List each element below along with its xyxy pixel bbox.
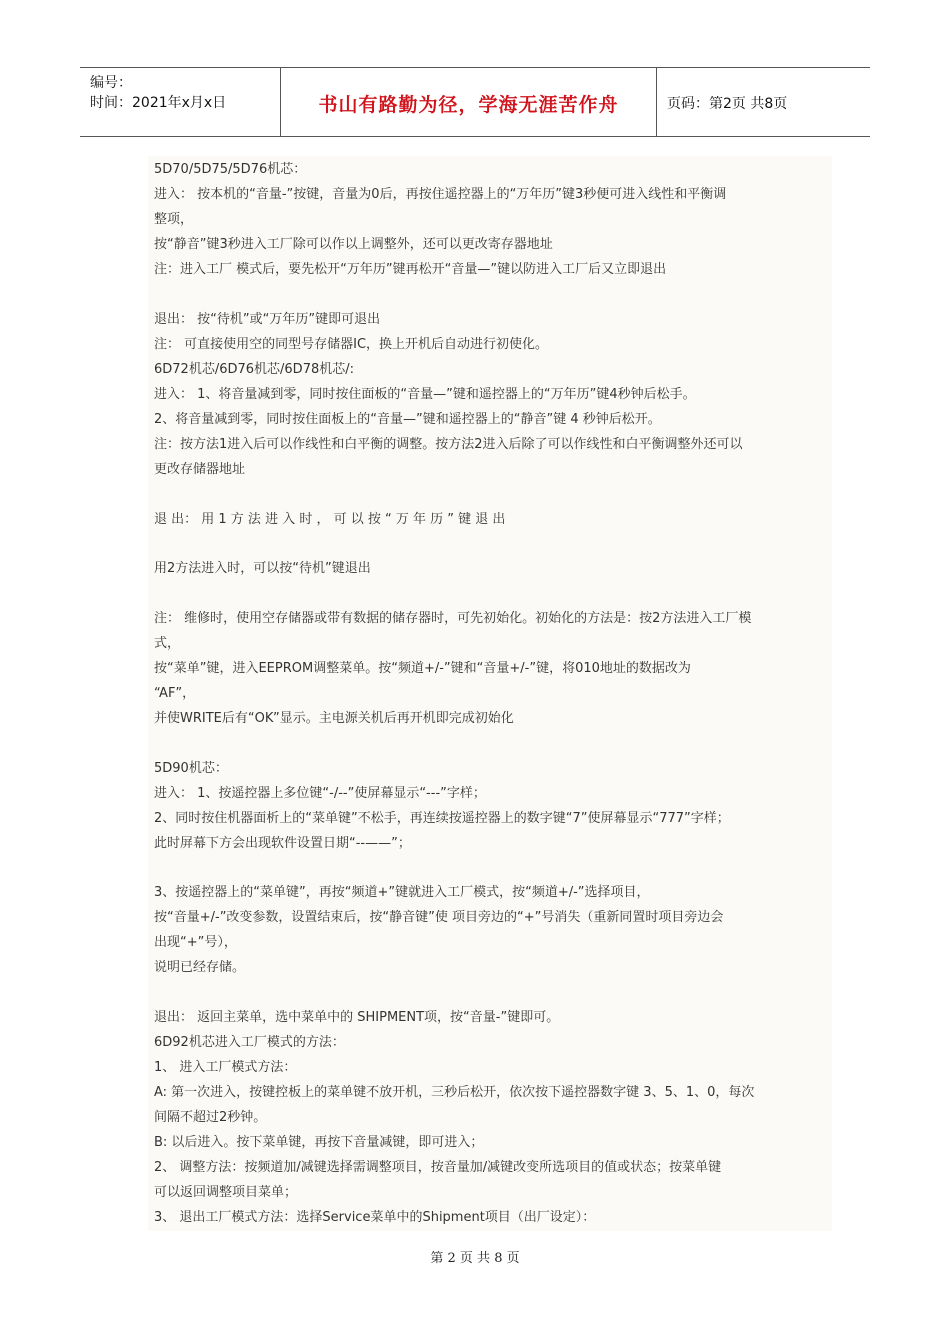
text-line: 整项， — [154, 212, 194, 227]
text-line: A: 第一次进入，按键控板上的菜单键不放开机，三秒后松开，依次按下遥控器数字键 3、5、1、0，每次 — [154, 1085, 755, 1100]
text-line: 式， — [154, 636, 181, 651]
header-motto-cell — [281, 68, 657, 136]
text-line: 按“音量+/-”改变参数，设置结束后，按“静音键”使 项目旁边的“+”号消失（重新同置时项目旁边会 — [154, 910, 724, 925]
text-line: 2、 调整方法：按频道加/减键选择需调整项目，按音量加/减键改变所选项目的值或状态；按菜单键 — [154, 1160, 722, 1175]
text-line: 3、 退出工厂模式方法：选择Service菜单中的Shipment项目（出厂设定）： — [154, 1210, 596, 1225]
text-line: 此时屏幕下方会出现软件设置日期“--——”； — [154, 836, 411, 851]
text-line: 出现“+”号）， — [154, 935, 237, 950]
document-date: 时间：2021年x月x日 — [90, 95, 227, 111]
text-line: 2、同时按住机器面析上的“菜单键”不松手，再连续按遥控器上的数字键“7”使屏幕显示“777”字样； — [154, 811, 730, 826]
text-line: 6D92机芯进入工厂模式的方法： — [154, 1035, 345, 1050]
text-line: 5D90机芯： — [154, 761, 228, 776]
text-line: 并使WRITE后有“OK”显示。主电源关机后再开机即完成初始化 — [154, 711, 514, 726]
page-header — [80, 67, 870, 137]
text-line: 3、按遥控器上的“菜单键”，再按“频道+”键就进入工厂模式，按“频道+/-”选择项目， — [154, 885, 650, 900]
text-line: 进入： 1、按遥控器上多位键“-/--”使屏幕显示“---”字样； — [154, 786, 486, 801]
text-line: 注：按方法1进入后可以作线性和白平衡的调整。按方法2进入后除了可以作线性和白平衡调整外还可以 — [154, 437, 743, 452]
text-line: “AF”， — [154, 686, 196, 701]
text-line: 注： 可直接使用空的同型号存储器IC，换上开机后自动进行初使化。 — [154, 337, 549, 352]
document-number-label: 编号： — [90, 75, 132, 91]
text-line: 按“菜单”键，进入EEPROM调整菜单。按“频道+/-”键和“音量+/-”键，将010地址的数据改为 — [154, 661, 691, 676]
text-line: 注：进入工厂 模式后，要先松开“万年历”键再松开“音量—”键以防进入工厂后又立即退出 — [154, 262, 667, 277]
text-line: 退出： 按“待机”或“万年历”键即可退出 — [154, 312, 381, 327]
text-line: 更改存储器地址 — [154, 462, 246, 477]
text-line: 6D72机芯/6D76机芯/6D78机芯/: — [154, 362, 354, 377]
text-line: 1、 进入工厂模式方法： — [154, 1060, 297, 1075]
text-line: 进入： 按本机的“音量-”按键，音量为0后，再按住遥控器上的“万年历”键3秒便可进入线性和平衡调 — [154, 187, 727, 202]
text-line: B: 以后进入。按下菜单键，再按下音量减键，即可进入； — [154, 1135, 484, 1150]
text-line: 进入： 1、将音量减到零，同时按住面板的“音量—”键和遥控器上的“万年历”键4秒钟后松手。 — [154, 387, 696, 402]
text-line: 用2方法进入时，可以按“待机”键退出 — [154, 561, 371, 576]
text-line: 按“静音”键3秒进入工厂除可以作以上调整外，还可以更改寄存器地址 — [154, 237, 553, 252]
document-body — [148, 156, 832, 1231]
text-line: 退出： 返回主菜单，选中菜单中的 SHIPMENT项，按“音量-”键即可。 — [154, 1010, 560, 1025]
text-line: 5D70/5D75/5D76机芯： — [154, 162, 307, 177]
text-line: 2、将音量减到零，同时按住面板上的“音量—”键和遥控器上的“静音”键 4 秒钟后松开。 — [154, 412, 661, 427]
text-line: 说明已经存储。 — [154, 960, 246, 975]
text-line: 注： 维修时，使用空存储器或带有数据的储存器时，可先初始化。初始化的方法是：按2方法进入工厂模 — [154, 611, 752, 626]
text-line: 可以返回调整项目菜单； — [154, 1185, 298, 1200]
motto-text: 书山有路勤为径，学海无涯苦作舟 — [318, 94, 619, 116]
header-info-cell — [80, 68, 281, 136]
text-line: 退 出： 用 1 方 法 进 入 时 ， 可 以 按 “ 万 年 历 ” 键 退 出 — [154, 512, 506, 527]
page-code: 页码：第2页 共8页 — [667, 96, 788, 112]
page-footer: 第 2 页 共 8 页 — [430, 1251, 520, 1266]
text-line: 间隔不超过2秒钟。 — [154, 1110, 267, 1125]
header-page-cell — [657, 68, 870, 136]
